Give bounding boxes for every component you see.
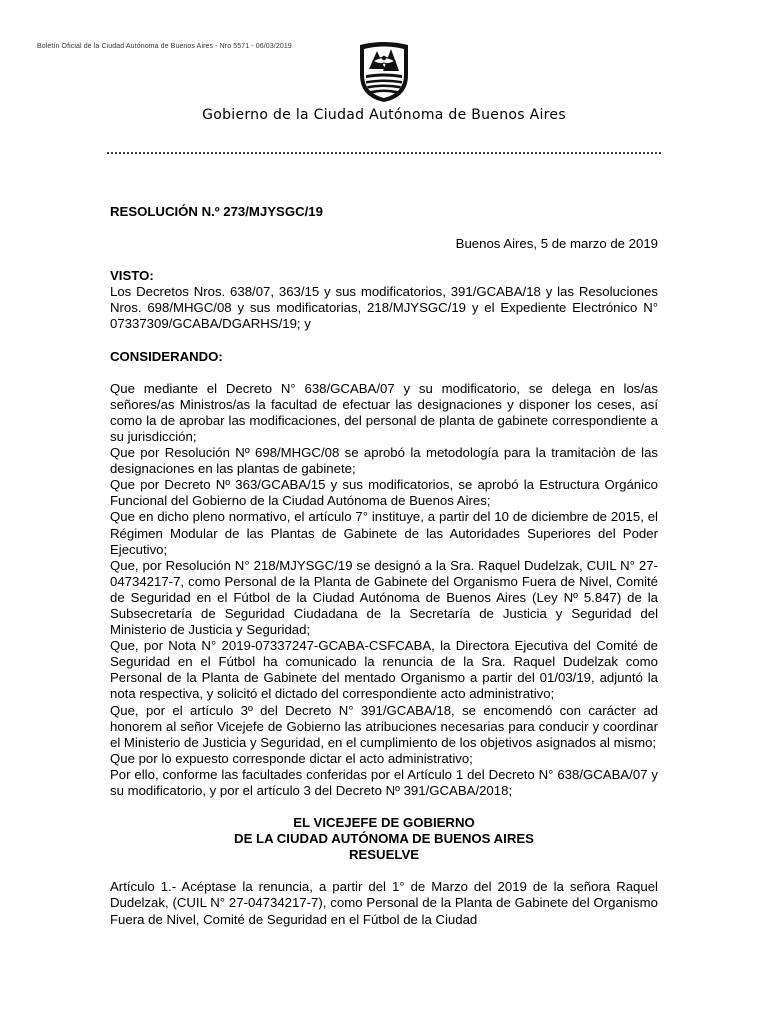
considerando-paragraph: Que mediante el Decreto N° 638/GCABA/07 y su modificatorio, se delega en los/as señores/as Ministros/as la facultad de efectuar las designaciones y disponer los ceses, así como la de aprobar las modificaciones, del personal de planta de gabinete correspondiente a su jurisdicción;: [110, 380, 658, 444]
considerando-paragraph: Que por lo expuesto corresponde dictar el acto administrativo;: [110, 750, 473, 766]
authority-line: DE LA CIUDAD AUTÓNOMA DE BUENOS AIRES: [234, 831, 534, 847]
header-divider: [107, 152, 661, 154]
visto-text: Los Decretos Nros. 638/07, 363/15 y sus modificatorios, 391/GCABA/18 y las Resoluciones Nros. 698/MHGC/08 y sus modificatorias, 218/MJYSGC/19 y el Expediente Electrónico N° 07337309/GCABA/DGARHS/19; y: [110, 284, 658, 332]
considerando-paragraph: Que, por Nota N° 2019-07337247-GCABA-CSFCABA, la Directora Ejecutiva del Comité de Seguridad en el Fútbol ha comunicado la renuncia de la Sra. Raquel Dudelzak como Personal de la Planta de Gabinete del mentado Organismo a partir del 01/03/19, adjuntó la nota respectiva, y solicitó el dictado del correspondiente acto administrativo;: [110, 638, 658, 702]
resolution-title: RESOLUCIÓN N.º 273/MJYSGC/19: [110, 204, 323, 219]
visto-heading: VISTO:: [110, 268, 154, 284]
bulletin-header: Boletín Oficial de la Ciudad Autónoma de Buenos Aires - Nro 5571 - 06/03/2019: [37, 43, 292, 50]
city-seal-icon: [357, 41, 411, 103]
considerando-paragraph: Que por Decreto Nº 363/GCABA/15 y sus modificatorios, se aprobó la Estructura Orgánico Funcional del Gobierno de la Ciudad Autónoma de Buenos Aires;: [110, 477, 658, 509]
considerando-paragraph: Que por Resolución Nº 698/MHGC/08 se aprobó la metodología para la tramitaciòn de las designaciones en las plantas de gabinete;: [110, 445, 658, 477]
article-1: Artículo 1.- Acéptase la renuncia, a partir del 1° de Marzo del 2019 de la señora Raquel Dudelzak, (CUIL N° 27-04734217-7), como Personal de la Planta de Gabinete del Organismo Fuera de Nivel, Comité de Seguridad en el Fútbol de la Ciudad: [110, 879, 658, 927]
considerando-heading: CONSIDERANDO:: [110, 348, 223, 364]
considerando-paragraph: Por ello, conforme las facultades conferidas por el Artículo 1 del Decreto N° 638/GCABA/07 y su modificatorio, y por el artículo 3 del Decreto Nº 391/GCABA/2018;: [110, 766, 658, 798]
government-title: Gobierno de la Ciudad Autónoma de Buenos Aires: [202, 107, 566, 123]
place-date: Buenos Aires, 5 de marzo de 2019: [455, 236, 658, 252]
considerando-paragraph: Que, por el artículo 3º del Decreto N° 391/GCABA/18, se encomendó con carácter ad honorem al señor Vicejefe de Gobierno las atribuciones necesarias para conducir y coordinar el Ministerio de Justicia y Seguridad, en el cumplimiento de los objetivos asignados al mismo;: [110, 702, 658, 750]
considerando-paragraph: Que en dicho pleno normativo, el artículo 7° instituye, a partir del 10 de diciembre de 2015, el Régimen Modular de las Plantas de Gabinete de las Autoridades Superiores del Poder Ejecutivo;: [110, 509, 658, 557]
considerando-paragraph: Que, por Resolución N° 218/MJYSGC/19 se designó a la Sra. Raquel Dudelzak, CUIL N° 27-04734217-7, como Personal de la Planta de Gabinete del Organismo Fuera de Nivel, Comité de Seguridad en el Fútbol de la Ciudad Autónoma de Buenos Aires (Ley Nº 5.847) de la Subsecretaría de Seguridad Ciudadana de la Secretaría de Justicia y Seguridad del Ministerio de Justicia y Seguridad;: [110, 557, 658, 638]
resuelve-heading: RESUELVE: [348, 847, 420, 863]
authority-line: EL VICEJEFE DE GOBIERNO: [293, 815, 475, 831]
resolution-document: [110, 204, 658, 928]
